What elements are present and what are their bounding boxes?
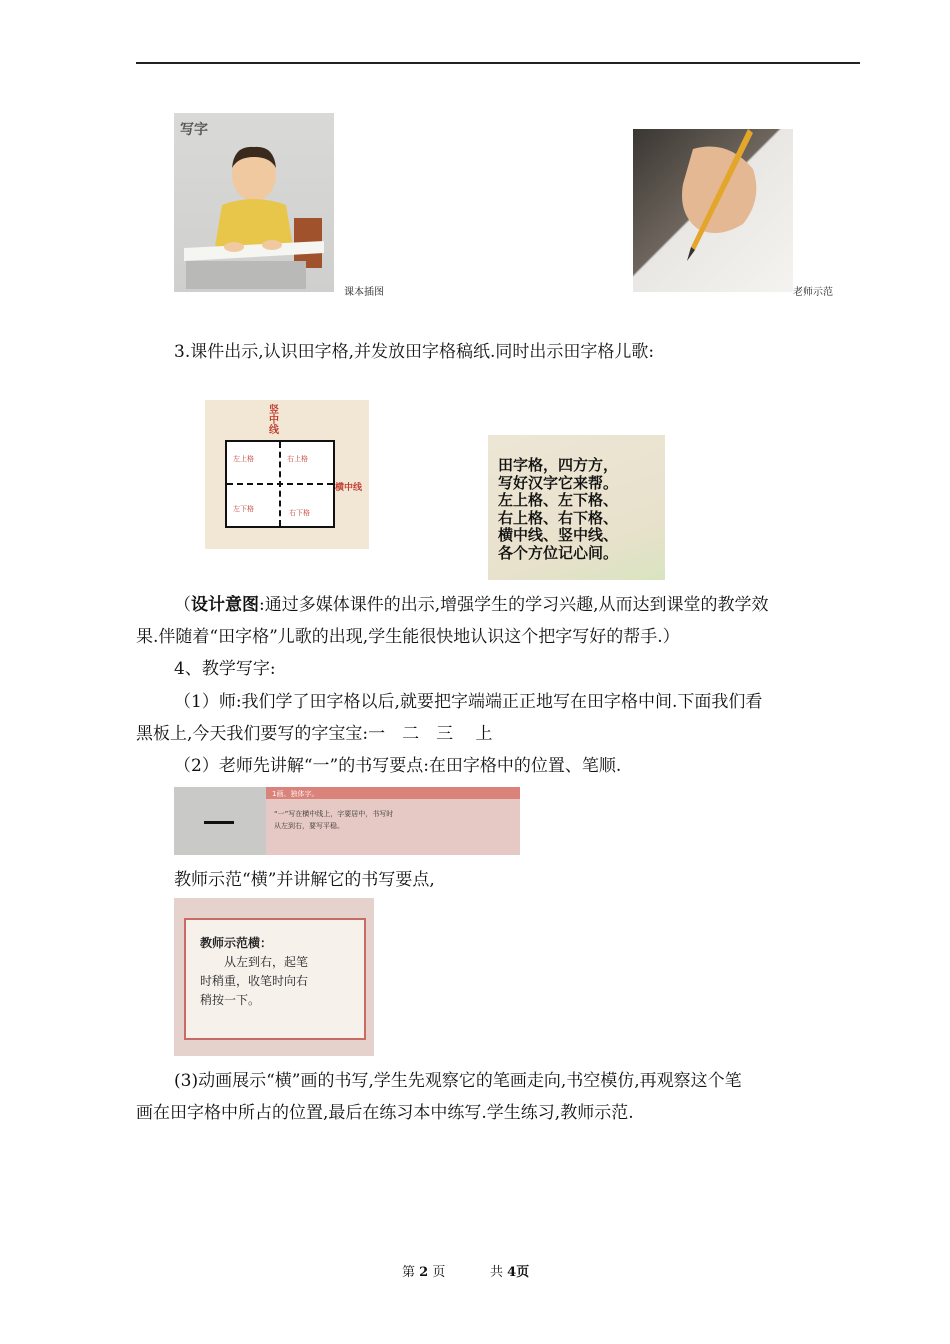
yi-description-line-2: 从左到右，要写平稳。 xyxy=(274,822,344,830)
total-suffix: 页 xyxy=(516,1265,530,1280)
song-line: 右上格、右下格、 xyxy=(498,508,619,527)
teacher-demo-stroke-image xyxy=(174,898,374,1056)
song-line: 田字格，四方方， xyxy=(498,456,619,474)
boy-writing-icon xyxy=(174,113,334,292)
paragraph-4-3-line-2: 画在田字格中所占的位置,最后在练习本中练写.学生练习,教师示范. xyxy=(136,1103,634,1123)
horizontal-center-line-label: 横中线 xyxy=(335,483,363,493)
yi-header-text: 1画、独体字。 xyxy=(272,790,319,798)
illustration-caption: 课本插图 xyxy=(344,287,384,298)
tian-grid-song-image xyxy=(488,435,665,580)
textbook-illustration-image xyxy=(174,113,334,292)
design-intent-label: 设计意图 xyxy=(191,595,259,615)
tian-grid-image xyxy=(205,400,369,549)
illustration-label: 写字 xyxy=(180,122,208,138)
paren-open: （ xyxy=(174,595,191,615)
cell-lower-right: 右下格 xyxy=(289,509,310,517)
song-text xyxy=(498,457,618,562)
total-num: 4 xyxy=(507,1265,517,1280)
design-intent-line-1 xyxy=(174,589,769,621)
cell-upper-left: 左上格 xyxy=(233,455,254,463)
song-line: 左上格、左下格、 xyxy=(498,491,619,509)
header-rule xyxy=(136,62,860,64)
song-line: 各个方位记心间。 xyxy=(498,543,619,562)
demo-card-line: 从左到右，起笔 xyxy=(224,955,309,969)
cell-upper-right: 右上格 xyxy=(287,455,308,463)
design-intent-line-2: 果.伴随着“田字格”儿歌的出现,学生能很快地认识这个把字写好的帮手.） xyxy=(136,627,680,647)
paragraph-4-1-line-2: 黑板上,今天我们要写的字宝宝:一 二 三 上 xyxy=(136,724,493,744)
vertical-center-line-label: 竖中线 xyxy=(269,405,279,436)
paragraph-3: 3.课件出示,认识田字格,并发放田字格稿纸.同时出示田字格儿歌: xyxy=(174,342,655,362)
horizontal-stroke-icon xyxy=(204,821,234,824)
page-num: 2 xyxy=(419,1265,429,1280)
page-prefix: 第 xyxy=(402,1265,416,1280)
demo-card-text xyxy=(200,934,308,1010)
demo-intro: 教师示范“横”并讲解它的书写要点, xyxy=(174,870,435,890)
design-intent-text: :通过多媒体课件的出示,增强学生的学习兴趣,从而达到课堂的教学效 xyxy=(259,595,769,615)
song-line: 写好汉字它来帮。 xyxy=(498,473,619,492)
character-yi-textbook-image xyxy=(174,787,520,855)
total-prefix: 共 xyxy=(490,1265,504,1280)
demo-card xyxy=(184,918,366,1040)
yi-description-line-1: “一”写在横中线上，字要居中，书写时 xyxy=(274,810,394,818)
demo-card-title: 教师示范横： xyxy=(200,936,273,950)
total-pages xyxy=(490,1261,529,1280)
teacher-demo-caption: 老师示范 xyxy=(793,287,833,298)
page-number xyxy=(402,1261,445,1280)
tian-grid-box xyxy=(225,440,335,528)
teacher-demo-image xyxy=(633,129,793,292)
vertical-dashed-line xyxy=(279,442,281,526)
page-suffix: 页 xyxy=(432,1265,446,1280)
hand-pencil-icon xyxy=(633,129,793,292)
paragraph-4-2: （2）老师先讲解“一”的书写要点:在田字格中的位置、笔顺. xyxy=(174,756,622,776)
demo-card-line: 时稍重，收笔时向右 xyxy=(200,974,309,988)
yi-character-panel xyxy=(174,787,266,855)
song-line: 横中线、竖中线、 xyxy=(498,526,619,544)
cell-lower-left: 左下格 xyxy=(233,505,254,513)
paragraph-4: 4、教学写字: xyxy=(174,659,276,679)
demo-card-line: 稍按一下。 xyxy=(200,993,261,1007)
paragraph-4-3-line-1: (3)动画展示“横”画的书写,学生先观察它的笔画走向,书空模仿,再观察这个笔 xyxy=(174,1071,742,1091)
paragraph-4-1-line-1: （1）师:我们学了田字格以后,就要把字端端正正地写在田字格中间.下面我们看 xyxy=(174,692,763,712)
